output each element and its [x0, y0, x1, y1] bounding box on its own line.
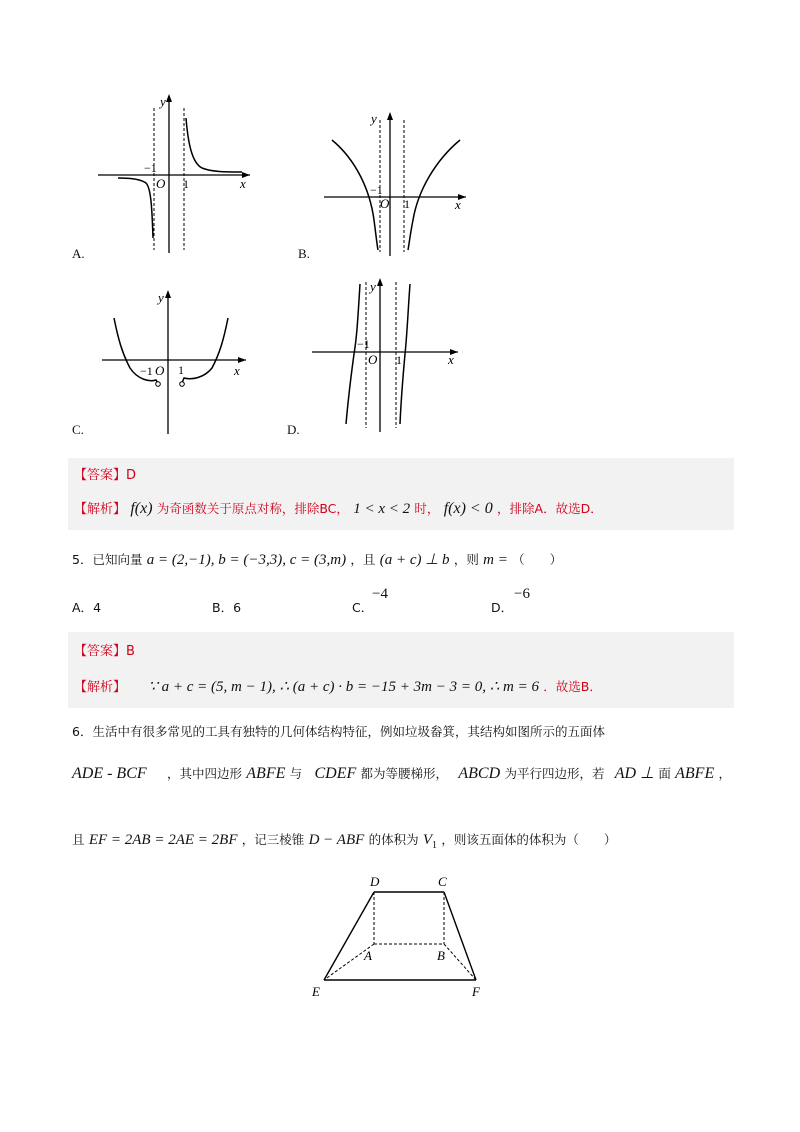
q6-t1: ，其中四边形	[166, 766, 242, 781]
q6-number: 6．	[72, 724, 93, 739]
graph-d-x-label: x	[448, 352, 454, 367]
q5-answer-value: B	[126, 644, 135, 659]
graph-option-d	[310, 276, 468, 434]
graph-c-neg1-label: −1	[140, 364, 153, 378]
graph-d-y-label: y	[370, 279, 376, 294]
q5-perp: (a + c) ⊥ b	[379, 552, 450, 568]
q5-stem	[72, 550, 562, 569]
graph-c-y-label: y	[158, 290, 164, 305]
q6-t3: 都为等腰梯形，	[360, 766, 449, 781]
q4-analysis-text2: 时，	[414, 501, 440, 516]
option-b-label: B.	[298, 246, 310, 261]
q5-paren: （ ）	[512, 552, 563, 567]
q6-fig-label-d: D	[370, 874, 380, 889]
q6-t10: ，则该五面体的体积为（ ）	[441, 832, 617, 847]
graph-option-a	[90, 88, 260, 256]
q6-abfe2: ABFE	[675, 765, 715, 782]
q6-pyramid: D − ABF	[308, 832, 365, 848]
graph-option-c	[96, 288, 254, 436]
q5-option-c: C．	[352, 600, 374, 615]
q6-ad-perp: AD ⊥	[614, 765, 655, 782]
q5-answer-box	[68, 632, 734, 708]
q6-abcd: ABCD	[458, 765, 501, 782]
q5-option-d-value: −6	[514, 586, 530, 602]
q6-cdef: CDEF	[314, 765, 357, 782]
graph-a-one-label: 1	[183, 177, 189, 191]
q6-abfe: ABFE	[246, 765, 286, 782]
q6-t4: 为平行四边形，若	[504, 766, 605, 781]
graph-b-one-label: 1	[404, 197, 410, 211]
q5-option-a: A．4	[72, 600, 102, 615]
q6-line3	[72, 830, 616, 851]
q5-analysis-tag: 【解析】	[74, 680, 127, 695]
option-d-label: D.	[287, 422, 300, 437]
graph-b-x-label: x	[455, 197, 461, 212]
graph-d-o-label: O	[368, 352, 378, 367]
q5-answer-tag: 【答案】	[74, 644, 127, 659]
q5-option-c-value: −4	[372, 586, 388, 602]
q5-option-b: B．6	[212, 600, 242, 615]
q6-fig-label-b: B	[437, 948, 445, 963]
q5-stem-text3: ，则	[453, 552, 479, 567]
graph-c-o-label: O	[155, 363, 165, 378]
q6-fig-label-c: C	[438, 874, 447, 889]
q4-answer-box	[68, 458, 734, 530]
graph-d-neg1-label: −1	[357, 337, 370, 351]
graph-a-neg1-label: −1	[144, 161, 157, 175]
q6-t7: 且	[72, 832, 85, 847]
q5-analysis-tail: ．故选B．	[543, 679, 602, 694]
q4-analysis-text3: ，排除A．故选D．	[497, 501, 603, 516]
q6-line1-text: 生活中有很多常见的工具有独特的几何体结构特征，例如垃圾畚箕，其结构如图所示的五面体	[92, 724, 605, 739]
q6-t9: 的体积为	[368, 832, 419, 847]
q6-t8: ，记三棱锥	[241, 832, 305, 847]
q5-vectors: a = (2,−1), b = (−3,3), c = (3,m)	[146, 552, 347, 568]
q6-fig-label-e: E	[312, 984, 320, 999]
q5-option-d: D．	[491, 600, 514, 615]
q5-m-eq: m =	[483, 552, 508, 568]
graph-d-one-label: 1	[396, 353, 402, 367]
q5-number: 5．	[72, 552, 93, 567]
option-a-label: A.	[72, 246, 85, 261]
graph-b-neg1-label: −1	[370, 183, 383, 197]
q4-answer-tag: 【答案】	[74, 468, 127, 483]
graph-a-o-label: O	[156, 176, 166, 191]
q6-fig-label-a: A	[364, 948, 372, 963]
graph-a-x-label: x	[240, 176, 246, 191]
q6-eq: EF = 2AB = 2AE = 2BF	[88, 832, 238, 848]
q6-fig-label-f: F	[472, 984, 480, 999]
graph-option-b	[318, 110, 476, 258]
q6-t5: 面	[658, 766, 671, 781]
option-c-label: C.	[72, 422, 84, 437]
q4-analysis-text1: 为奇函数关于原点对称，排除BC，	[156, 501, 349, 516]
q6-solid: ADE - BCF	[72, 765, 147, 782]
q6-v1: $V_1$	[422, 832, 438, 851]
q6-line1	[72, 722, 605, 740]
graph-a-y-label: y	[160, 94, 166, 109]
q5-stem-text2: ，且	[350, 552, 376, 567]
q6-line2	[72, 763, 731, 783]
q4-analysis-ineq: f(x) < 0	[443, 500, 493, 517]
graph-b-y-label: y	[371, 111, 377, 126]
q4-analysis-tag: 【解析】	[74, 502, 127, 517]
graph-c-x-label: x	[234, 363, 240, 378]
graph-b-o-label: O	[380, 196, 390, 211]
q5-analysis-formula: ∵ a + c = (5, m − 1), ∴ (a + c) · b = −15 + 3m − 3 = 0, ∴ m = 6	[148, 679, 539, 695]
q6-t6: ，	[718, 766, 732, 781]
q5-stem-text1: 已知向量	[92, 552, 143, 567]
q4-answer-value: D	[126, 468, 137, 483]
q4-analysis-fx: f(x)	[130, 500, 153, 517]
q4-analysis-cond: 1 < x < 2	[353, 501, 411, 517]
q6-solid-figure	[300, 868, 510, 1004]
q6-t2: 与	[289, 766, 303, 781]
graph-c-one-label: 1	[178, 363, 184, 377]
